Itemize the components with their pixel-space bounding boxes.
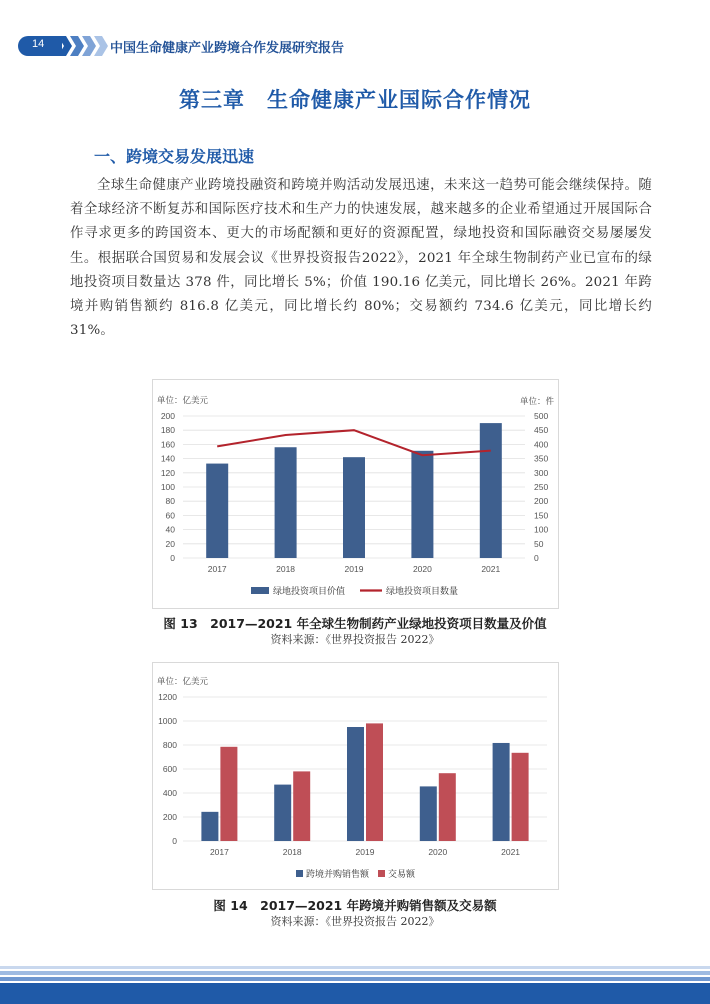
y-tick-left: 200 [160, 411, 175, 421]
bar [275, 447, 297, 558]
section-title: 一、跨境交易发展迅速 [94, 147, 255, 166]
legend-swatch [296, 870, 303, 877]
bar [293, 771, 310, 841]
left-unit-label: 单位：亿美元 [157, 676, 209, 686]
paragraph-text: 全球生命健康产业跨境投融资和跨境并购活动发展迅速，未来这一趋势可能会继续保持。随着全球经济不断复苏和国际医疗技术和生产力的快速发展，越来越多的企业希望通过开展国际合作寻求更多的跨国资本、更大的市场配额和更好的资源配置，绿地投资和国际融资交易屡屡发生。根据联合国贸易和发展会议《世界投资报告2022》，2021 年全球生物制药产业已宣布的绿地投资项目数量达 378 件，同比增长 5%；价值 190.16 亿美元，同比增长 26%。2021 年跨境并购销售额约 816.8 亿美元，同比增长约 80%；交易额约 734.6 亿美元，同比增长约 31%。 [70, 178, 652, 339]
bar [512, 753, 529, 841]
bar [220, 747, 237, 841]
bar [274, 785, 291, 841]
y-tick: 800 [162, 740, 177, 750]
body-paragraph [70, 174, 652, 343]
x-tick-label: 2020 [412, 564, 432, 574]
y-tick-left: 80 [165, 496, 175, 507]
legend-label: 绿地投资项目数量 [386, 586, 459, 596]
bar [347, 727, 364, 841]
y-tick-left: 20 [165, 538, 175, 549]
bar [493, 743, 510, 841]
x-tick-label: 2017 [209, 847, 229, 857]
y-tick-right: 0 [534, 553, 539, 563]
y-tick-left: 140 [160, 453, 175, 464]
legend-label: 绿地投资项目价值 [273, 586, 346, 596]
bar [411, 451, 433, 558]
chart-13-source: 资料来源：《世界投资报告 2022》 [270, 633, 440, 646]
y-tick-left: 160 [160, 439, 175, 450]
bar [206, 464, 228, 558]
y-tick-left: 100 [160, 482, 175, 492]
bar [343, 457, 365, 558]
y-tick-right: 350 [534, 453, 549, 464]
y-tick-left: 60 [165, 510, 175, 521]
chart-14-caption: 图 14 2017—2021 年跨境并购销售额及交易额 [213, 898, 497, 913]
x-tick-label: 2021 [501, 847, 521, 857]
x-tick-label: 2020 [428, 847, 448, 857]
bar [420, 786, 437, 841]
bar [439, 773, 456, 841]
page-number: 14 [32, 38, 45, 50]
footer-band [0, 966, 710, 1004]
legend-label: 交易额 [388, 869, 416, 879]
y-tick: 1200 [158, 692, 177, 702]
y-tick: 1000 [158, 716, 177, 726]
y-tick: 0 [172, 836, 177, 846]
legend-swatch [378, 870, 385, 877]
bar [480, 423, 502, 558]
left-unit-label: 单位：亿美元 [157, 395, 209, 405]
y-tick-left: 0 [170, 553, 175, 563]
y-tick-right: 450 [534, 425, 549, 436]
chart-13 [153, 380, 558, 608]
y-tick-right: 300 [534, 467, 549, 478]
running-header [0, 36, 400, 56]
y-tick: 400 [162, 788, 177, 798]
chart-13-caption: 图 13 2017—2021 年全球生物制药产业绿地投资项目数量及价值 [163, 616, 547, 631]
chevron-right-icon [94, 36, 108, 56]
chart-14-frame [152, 662, 559, 890]
bar [201, 812, 218, 841]
y-tick-left: 40 [165, 524, 175, 535]
y-tick-right: 500 [534, 411, 549, 421]
running-title: 中国生命健康产业跨境合作发展研究报告 [110, 41, 345, 56]
y-tick-right: 50 [534, 538, 544, 549]
y-tick: 600 [162, 764, 177, 774]
y-tick-left: 180 [160, 425, 175, 436]
y-tick: 200 [162, 812, 177, 822]
x-tick-label: 2021 [481, 564, 501, 574]
y-tick-right: 250 [534, 482, 549, 492]
series-line [217, 430, 491, 455]
x-tick-label: 2018 [276, 564, 296, 574]
x-tick-label: 2017 [207, 564, 227, 574]
y-tick-right: 200 [534, 496, 549, 507]
y-tick-right: 400 [534, 439, 549, 450]
bar [366, 723, 383, 841]
chart-13-frame [152, 379, 559, 609]
y-tick-right: 100 [534, 524, 549, 535]
chart-14 [153, 663, 558, 889]
right-unit-label: 单位：件 [519, 396, 554, 406]
legend-label: 跨境并购销售额 [306, 869, 370, 879]
y-tick-right: 150 [534, 510, 549, 521]
legend-swatch-bar [251, 587, 269, 594]
x-tick-label: 2019 [344, 564, 364, 574]
chart-14-source: 资料来源：《世界投资报告 2022》 [270, 915, 440, 928]
x-tick-label: 2019 [355, 847, 375, 857]
y-tick-left: 120 [160, 467, 175, 478]
x-tick-label: 2018 [282, 847, 302, 857]
chapter-title: 第三章 生命健康产业国际合作情况 [179, 87, 531, 112]
